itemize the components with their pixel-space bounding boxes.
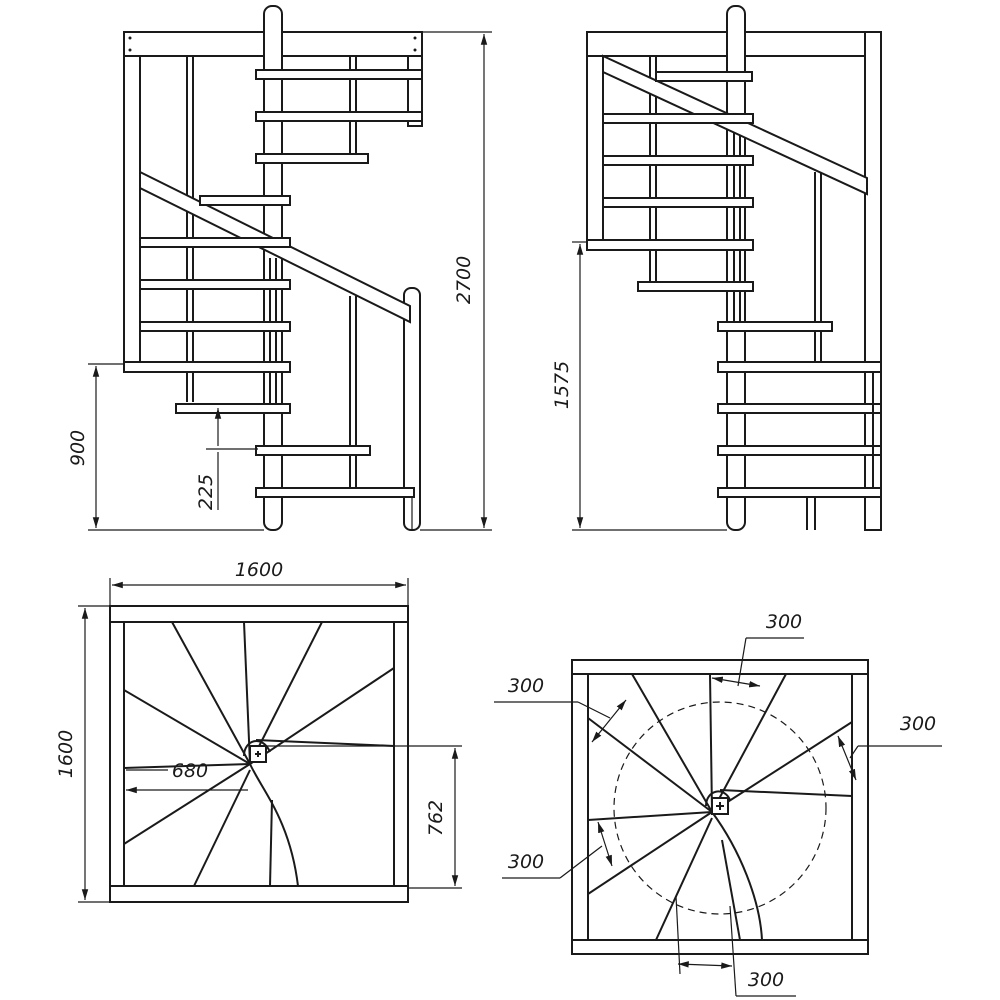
dim-step-rise: 225 <box>195 473 217 511</box>
dim-plan-depth: 1600 <box>55 729 77 779</box>
plan-view <box>55 559 462 902</box>
dim-tread-left-bottom: 300 <box>507 851 545 873</box>
dim-height-total: 2700 <box>453 255 475 305</box>
dim-tread-top: 300 <box>765 611 803 633</box>
dim-plan-offset: 762 <box>425 799 447 837</box>
dim-landing-height: 900 <box>67 429 89 467</box>
dim-plan-radius: 680 <box>171 760 209 782</box>
dim-tread-left-top: 300 <box>507 675 545 697</box>
dim-height-mid: 1575 <box>551 360 573 410</box>
front-view <box>67 6 492 530</box>
dim-tread-right: 300 <box>899 713 937 735</box>
tread-view <box>494 611 942 996</box>
side-view <box>551 6 881 530</box>
dim-tread-bottom: 300 <box>747 969 785 991</box>
dim-plan-width: 1600 <box>234 559 284 581</box>
